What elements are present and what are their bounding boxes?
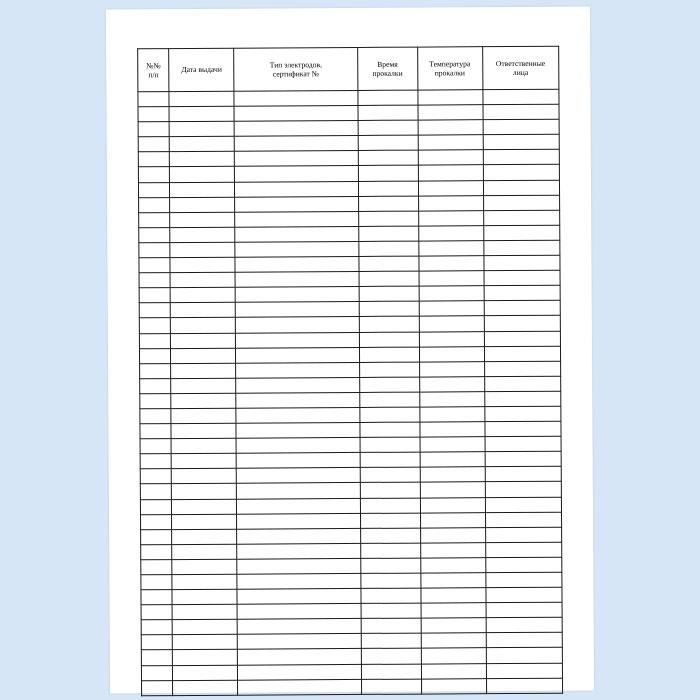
- table-cell[interactable]: [171, 378, 236, 393]
- table-cell[interactable]: [139, 303, 170, 318]
- table-cell[interactable]: [358, 90, 418, 105]
- table-cell[interactable]: [420, 542, 485, 557]
- table-cell[interactable]: [172, 453, 237, 468]
- table-cell[interactable]: [237, 483, 361, 499]
- table-cell[interactable]: [418, 241, 483, 256]
- column-header-temp-line-2: прокалки: [434, 68, 465, 78]
- table-cell[interactable]: [484, 421, 561, 437]
- table-cell[interactable]: [238, 679, 362, 695]
- table-cell[interactable]: [138, 167, 169, 182]
- table-cell[interactable]: [483, 240, 560, 256]
- table-cell[interactable]: [140, 378, 171, 393]
- table-cell[interactable]: [360, 498, 420, 513]
- table-cell[interactable]: [235, 226, 359, 242]
- table-cell[interactable]: [359, 286, 419, 301]
- table-cell[interactable]: [483, 210, 560, 226]
- table-cell[interactable]: [418, 226, 483, 241]
- table-cell[interactable]: [486, 663, 563, 679]
- table-cell[interactable]: [360, 452, 420, 467]
- table-cell[interactable]: [421, 678, 486, 693]
- table-cell[interactable]: [234, 121, 358, 137]
- table-cell[interactable]: [360, 392, 420, 407]
- table-cell[interactable]: [359, 347, 419, 362]
- table-cell[interactable]: [358, 166, 418, 181]
- column-header-type: [234, 47, 358, 91]
- table-cell[interactable]: [359, 241, 419, 256]
- table-cell[interactable]: [361, 603, 421, 618]
- table-cell[interactable]: [358, 105, 418, 120]
- table-cell[interactable]: [419, 301, 484, 316]
- table-cell[interactable]: [484, 285, 561, 301]
- table-cell[interactable]: [140, 454, 171, 469]
- table-cell[interactable]: [358, 120, 418, 135]
- table-cell[interactable]: [173, 665, 238, 680]
- table-cell[interactable]: [484, 346, 561, 362]
- table-cell[interactable]: [359, 226, 419, 241]
- table-cell[interactable]: [172, 589, 237, 604]
- table-cell[interactable]: [359, 316, 419, 331]
- table-cell[interactable]: [139, 227, 170, 242]
- table-cell[interactable]: [172, 529, 237, 544]
- table-cell[interactable]: [361, 633, 421, 648]
- column-header-type-line-2: сертификат №: [272, 69, 319, 79]
- table-cell[interactable]: [139, 333, 170, 348]
- table-cell[interactable]: [358, 196, 418, 211]
- table-cell[interactable]: [484, 331, 561, 347]
- table-cell[interactable]: [140, 484, 171, 499]
- table-cell[interactable]: [138, 152, 169, 167]
- table-cell[interactable]: [140, 469, 171, 484]
- table-cell[interactable]: [171, 303, 236, 318]
- table-cell[interactable]: [237, 513, 361, 529]
- table-cell[interactable]: [170, 182, 235, 197]
- table-cell[interactable]: [140, 393, 171, 408]
- table-cell[interactable]: [139, 348, 170, 363]
- column-header-persons: [482, 46, 559, 89]
- table-cell[interactable]: [235, 272, 359, 288]
- table-cell[interactable]: [170, 136, 235, 151]
- table-cell[interactable]: [484, 270, 561, 286]
- table-cell[interactable]: [139, 318, 170, 333]
- table-cell[interactable]: [419, 361, 484, 376]
- table-cell[interactable]: [170, 121, 235, 136]
- table-cell[interactable]: [238, 664, 362, 680]
- table-cell[interactable]: [484, 406, 561, 422]
- table-cell[interactable]: [358, 135, 418, 150]
- table-cell[interactable]: [237, 468, 361, 484]
- table-cell[interactable]: [483, 195, 560, 211]
- table-cell[interactable]: [236, 392, 360, 408]
- table-cell[interactable]: [359, 211, 419, 226]
- table-cell[interactable]: [235, 287, 359, 303]
- table-cell[interactable]: [236, 317, 360, 333]
- table-cell[interactable]: [172, 544, 237, 559]
- table-cell[interactable]: [235, 136, 359, 152]
- table-cell[interactable]: [419, 256, 484, 271]
- document-sheet: [106, 7, 594, 694]
- table-cell[interactable]: [485, 451, 562, 467]
- table-cell[interactable]: [361, 558, 421, 573]
- table-cell[interactable]: [171, 393, 236, 408]
- table-cell[interactable]: [360, 407, 420, 422]
- table-cell[interactable]: [236, 423, 360, 439]
- table-cell[interactable]: [419, 316, 484, 331]
- table-cell[interactable]: [419, 392, 484, 407]
- table-cell[interactable]: [359, 271, 419, 286]
- table-cell[interactable]: [170, 227, 235, 242]
- table-cell[interactable]: [485, 497, 562, 513]
- table-cell[interactable]: [237, 589, 361, 605]
- table-cell[interactable]: [418, 210, 483, 225]
- table-cell[interactable]: [236, 362, 360, 378]
- table-cell[interactable]: [139, 288, 170, 303]
- journal-table-container: [137, 46, 563, 696]
- table-cell[interactable]: [418, 105, 483, 120]
- table-cell[interactable]: [483, 165, 560, 181]
- column-header-date: [169, 48, 234, 91]
- table-cell[interactable]: [418, 180, 483, 195]
- table-cell[interactable]: [173, 650, 238, 665]
- table-row: [142, 678, 563, 696]
- table-cell[interactable]: [170, 167, 235, 182]
- table-cell[interactable]: [172, 514, 237, 529]
- column-header-no-line-1: №№: [146, 60, 161, 70]
- table-cell[interactable]: [171, 333, 236, 348]
- table-cell[interactable]: [484, 376, 561, 392]
- table-cell[interactable]: [420, 497, 485, 512]
- table-cell[interactable]: [141, 620, 172, 635]
- table-cell[interactable]: [484, 391, 561, 407]
- table-cell[interactable]: [172, 484, 237, 499]
- table-cell[interactable]: [171, 363, 236, 378]
- table-cell[interactable]: [483, 119, 560, 135]
- table-cell[interactable]: [236, 347, 360, 363]
- table-cell[interactable]: [359, 301, 419, 316]
- table-cell[interactable]: [484, 316, 561, 332]
- table-cell[interactable]: [139, 273, 170, 288]
- column-header-date-line-1: Дата выдачи: [181, 65, 222, 75]
- table-cell[interactable]: [140, 424, 171, 439]
- table-cell[interactable]: [418, 195, 483, 210]
- table-body: [138, 89, 563, 695]
- table-cell[interactable]: [485, 572, 562, 588]
- table-cell[interactable]: [236, 302, 360, 318]
- table-cell[interactable]: [485, 587, 562, 603]
- table-cell[interactable]: [238, 634, 362, 650]
- table-cell[interactable]: [236, 377, 360, 393]
- table-cell[interactable]: [170, 152, 235, 167]
- table-cell[interactable]: [237, 604, 361, 620]
- table-cell[interactable]: [421, 588, 486, 603]
- table-cell[interactable]: [360, 528, 420, 543]
- table-cell[interactable]: [485, 557, 562, 573]
- table-cell[interactable]: [234, 90, 358, 106]
- table-cell[interactable]: [139, 197, 170, 212]
- table-cell[interactable]: [171, 408, 236, 423]
- table-cell[interactable]: [484, 361, 561, 377]
- table-cell[interactable]: [360, 377, 420, 392]
- table-cell[interactable]: [483, 104, 560, 120]
- table-cell[interactable]: [142, 680, 173, 695]
- table-cell[interactable]: [483, 255, 560, 271]
- table-cell[interactable]: [170, 212, 235, 227]
- table-cell[interactable]: [235, 166, 359, 182]
- column-header-time-line-2: прокалки: [372, 68, 403, 78]
- table-cell[interactable]: [420, 527, 485, 542]
- table-cell[interactable]: [141, 514, 172, 529]
- table-cell[interactable]: [235, 151, 359, 167]
- table-cell[interactable]: [140, 439, 171, 454]
- table-cell[interactable]: [360, 437, 420, 452]
- table-cell[interactable]: [172, 604, 237, 619]
- table-cell[interactable]: [361, 679, 421, 694]
- table-cell[interactable]: [482, 89, 559, 105]
- table-cell[interactable]: [236, 407, 360, 423]
- table-cell[interactable]: [170, 197, 235, 212]
- table-cell[interactable]: [486, 617, 563, 633]
- table-cell[interactable]: [361, 649, 421, 664]
- table-cell[interactable]: [419, 331, 484, 346]
- table-cell[interactable]: [419, 407, 484, 422]
- table-cell[interactable]: [138, 107, 169, 122]
- table-cell[interactable]: [138, 182, 169, 197]
- table-cell[interactable]: [361, 573, 421, 588]
- table-cell[interactable]: [141, 665, 172, 680]
- table-cell[interactable]: [485, 467, 562, 483]
- table-cell[interactable]: [360, 483, 420, 498]
- table-cell[interactable]: [419, 346, 484, 361]
- table-cell[interactable]: [420, 512, 485, 527]
- table-cell[interactable]: [171, 423, 236, 438]
- table-cell[interactable]: [483, 134, 560, 150]
- table-cell[interactable]: [140, 363, 171, 378]
- table-cell[interactable]: [172, 574, 237, 589]
- table-cell[interactable]: [236, 332, 360, 348]
- table-cell[interactable]: [140, 409, 171, 424]
- table-cell[interactable]: [138, 137, 169, 152]
- table-cell[interactable]: [486, 633, 563, 649]
- table-cell[interactable]: [420, 452, 485, 467]
- table-cell[interactable]: [237, 619, 361, 635]
- table-cell[interactable]: [361, 618, 421, 633]
- table-cell[interactable]: [235, 256, 359, 272]
- table-cell[interactable]: [485, 436, 562, 452]
- table-cell[interactable]: [234, 106, 358, 122]
- table-cell[interactable]: [486, 648, 563, 664]
- table-cell[interactable]: [420, 437, 485, 452]
- column-header-time-line-1: Время: [377, 59, 398, 69]
- column-header-no-line-2: п/п: [148, 70, 159, 80]
- table-cell[interactable]: [418, 150, 483, 165]
- table-cell[interactable]: [141, 529, 172, 544]
- table-cell[interactable]: [360, 422, 420, 437]
- table-cell[interactable]: [141, 559, 172, 574]
- table-cell[interactable]: [141, 650, 172, 665]
- journal-table: [137, 46, 563, 696]
- table-cell[interactable]: [238, 649, 362, 665]
- table-cell[interactable]: [141, 635, 172, 650]
- table-cell[interactable]: [141, 544, 172, 559]
- table-cell[interactable]: [417, 90, 482, 105]
- table-cell[interactable]: [483, 180, 560, 196]
- table-cell[interactable]: [139, 212, 170, 227]
- table-cell[interactable]: [419, 271, 484, 286]
- table-cell[interactable]: [235, 181, 359, 197]
- table-cell[interactable]: [173, 619, 238, 634]
- table-cell[interactable]: [235, 241, 359, 257]
- table-cell[interactable]: [483, 225, 560, 241]
- table-cell[interactable]: [140, 499, 171, 514]
- column-header-temp-line-1: Температура: [429, 59, 471, 69]
- table-cell[interactable]: [235, 196, 359, 212]
- table-cell[interactable]: [237, 558, 361, 574]
- table-cell[interactable]: [171, 318, 236, 333]
- table-cell[interactable]: [173, 635, 238, 650]
- table-cell[interactable]: [485, 482, 562, 498]
- table-cell[interactable]: [141, 605, 172, 620]
- table-cell[interactable]: [418, 135, 483, 150]
- table-cell[interactable]: [141, 590, 172, 605]
- table-cell[interactable]: [420, 558, 485, 573]
- table-cell[interactable]: [359, 332, 419, 347]
- table-cell[interactable]: [359, 256, 419, 271]
- table-cell[interactable]: [360, 467, 420, 482]
- table-cell[interactable]: [359, 362, 419, 377]
- table-cell[interactable]: [237, 543, 361, 559]
- table-cell[interactable]: [169, 91, 234, 106]
- table-cell[interactable]: [171, 438, 236, 453]
- column-header-no: [138, 49, 170, 92]
- table-cell[interactable]: [420, 573, 485, 588]
- table-cell[interactable]: [486, 602, 563, 618]
- table-cell[interactable]: [420, 482, 485, 497]
- column-header-persons-line-2: лица: [512, 67, 529, 77]
- table-cell[interactable]: [170, 242, 235, 257]
- table-cell[interactable]: [484, 301, 561, 317]
- table-cell[interactable]: [170, 272, 235, 287]
- column-header-time: [358, 47, 418, 90]
- table-cell[interactable]: [419, 376, 484, 391]
- table-cell[interactable]: [421, 633, 486, 648]
- table-cell[interactable]: [419, 286, 484, 301]
- table-cell[interactable]: [361, 543, 421, 558]
- table-cell[interactable]: [361, 588, 421, 603]
- table-cell[interactable]: [421, 618, 486, 633]
- table-cell[interactable]: [171, 287, 236, 302]
- table-cell[interactable]: [358, 150, 418, 165]
- table-cell[interactable]: [486, 678, 563, 694]
- column-header-type-line-1: Тип электродов,: [269, 59, 323, 70]
- table-cell[interactable]: [171, 348, 236, 363]
- table-header: [138, 46, 559, 92]
- table-cell[interactable]: [173, 680, 238, 695]
- table-cell[interactable]: [235, 211, 359, 227]
- table-cell[interactable]: [169, 106, 234, 121]
- table-cell[interactable]: [172, 469, 237, 484]
- table-cell[interactable]: [420, 467, 485, 482]
- table-cell[interactable]: [172, 499, 237, 514]
- table-cell[interactable]: [485, 512, 562, 528]
- table-cell[interactable]: [170, 257, 235, 272]
- table-cell[interactable]: [358, 181, 418, 196]
- table-cell[interactable]: [139, 243, 170, 258]
- table-cell[interactable]: [485, 527, 562, 543]
- table-cell[interactable]: [420, 422, 485, 437]
- table-cell[interactable]: [421, 648, 486, 663]
- table-cell[interactable]: [237, 498, 361, 514]
- table-cell[interactable]: [237, 573, 361, 589]
- table-cell[interactable]: [138, 92, 169, 107]
- table-cell[interactable]: [360, 513, 420, 528]
- table-cell[interactable]: [421, 603, 486, 618]
- table-cell[interactable]: [138, 122, 169, 137]
- table-cell[interactable]: [237, 528, 361, 544]
- table-cell[interactable]: [141, 575, 172, 590]
- table-cell[interactable]: [172, 559, 237, 574]
- table-cell[interactable]: [418, 120, 483, 135]
- table-header-row: [138, 46, 559, 92]
- table-cell[interactable]: [421, 663, 486, 678]
- column-header-persons-line-1: Ответственные: [495, 58, 546, 68]
- table-cell[interactable]: [418, 165, 483, 180]
- table-cell[interactable]: [139, 258, 170, 273]
- table-cell[interactable]: [361, 664, 421, 679]
- table-cell[interactable]: [485, 542, 562, 558]
- table-cell[interactable]: [483, 150, 560, 166]
- table-cell[interactable]: [236, 438, 360, 454]
- column-header-temp: [417, 47, 482, 90]
- table-cell[interactable]: [236, 453, 360, 469]
